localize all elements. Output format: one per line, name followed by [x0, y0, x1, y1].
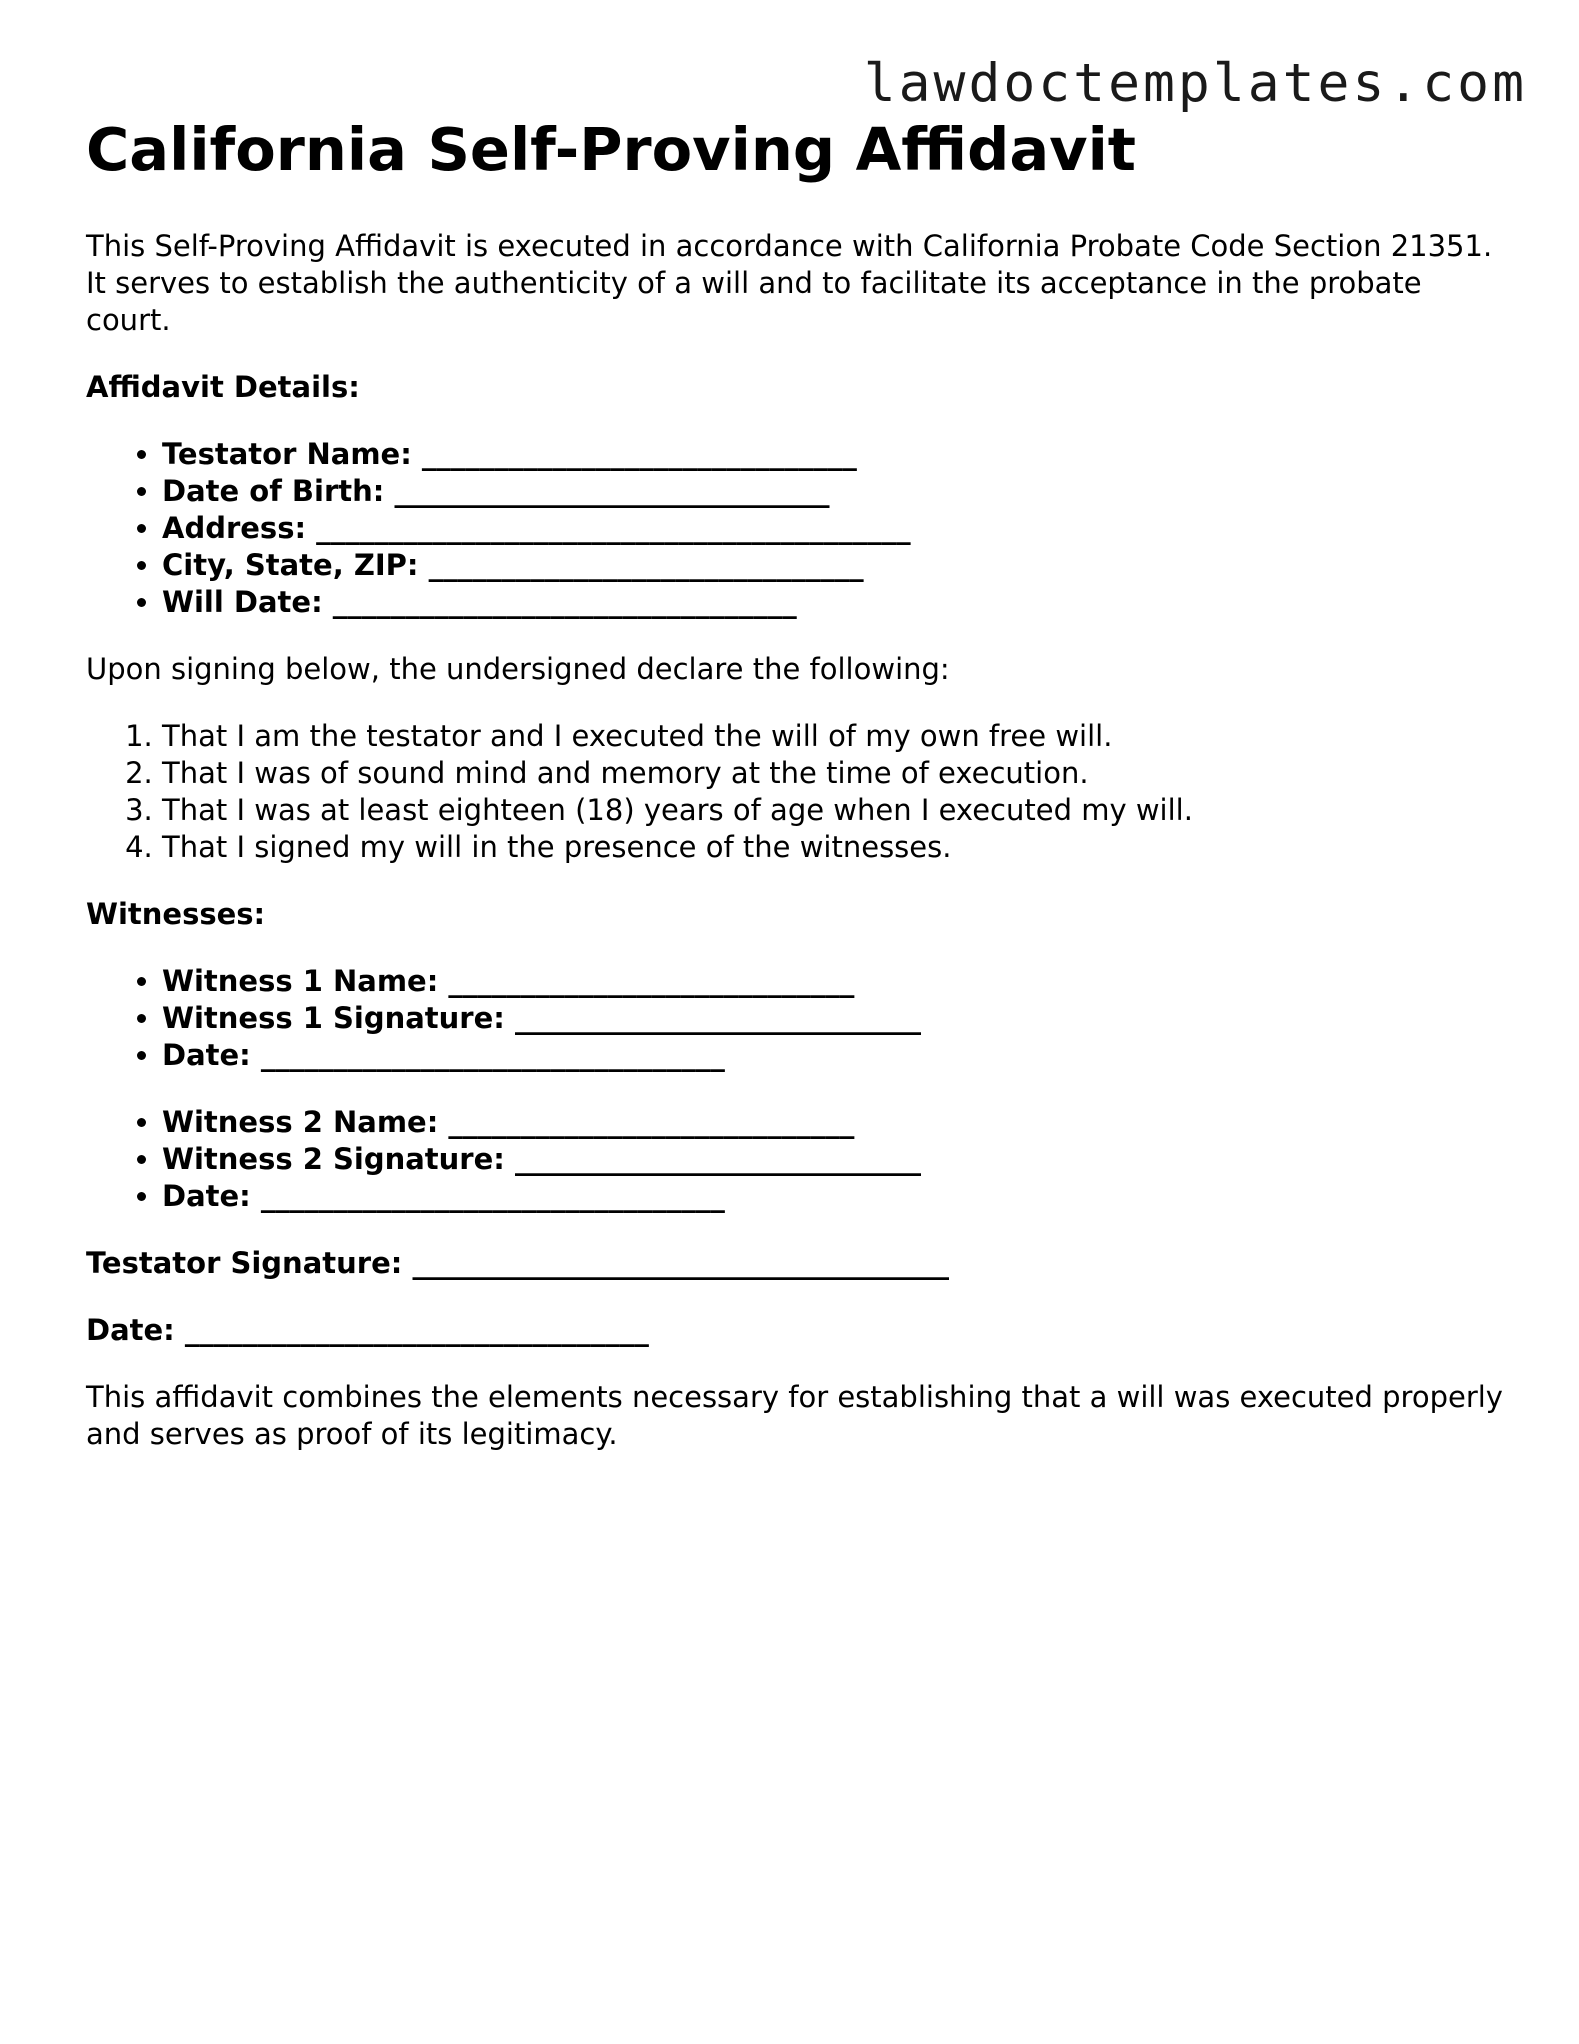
- document-page: [86, 112, 1506, 1453]
- page-title: California Self-Proving Affidavit: [86, 115, 1137, 184]
- declarations-list: [86, 718, 1506, 866]
- affidavit-details-heading: Affidavit Details:: [86, 370, 360, 404]
- witness-1-date-field: • Date: ________________________________: [162, 1037, 1506, 1074]
- will-date-field: • Will Date: ________________________________: [162, 584, 1506, 621]
- date-of-birth-field: • Date of Birth: ______________________________: [162, 473, 1506, 510]
- date-field: Date: ________________________________: [86, 1313, 649, 1347]
- witness-2-list: [86, 1104, 1506, 1215]
- affidavit-details-list: [86, 436, 1506, 621]
- watermark: lawdoctemplates.com: [863, 53, 1527, 114]
- witness-1-signature-field: • Witness 1 Signature: ____________________________: [162, 1000, 1506, 1037]
- witness-2-signature-field: • Witness 2 Signature: ____________________________: [162, 1141, 1506, 1178]
- witness-2-name-field: • Witness 2 Name: ____________________________: [162, 1104, 1506, 1141]
- intro-paragraph: This Self-Proving Affidavit is executed in accordance with California Probate Code Section 21351. It serves to establish the authenticity of a will and to facilitate its acceptance in the probate court.: [86, 229, 1493, 337]
- witnesses-heading: Witnesses:: [86, 897, 266, 931]
- city-state-zip-field: • City, State, ZIP: ______________________________: [162, 547, 1506, 584]
- declaration-intro: Upon signing below, the undersigned declare the following:: [86, 652, 950, 686]
- testator-signature-field: Testator Signature: _____________________________________: [86, 1246, 949, 1280]
- declaration-item: 1. That I am the testator and I executed the will of my own free will.: [162, 718, 1506, 755]
- address-field: • Address: _________________________________________: [162, 510, 1506, 547]
- witness-1-list: [86, 963, 1506, 1074]
- testator-name-field: • Testator Name: ______________________________: [162, 436, 1506, 473]
- witness-1-name-field: • Witness 1 Name: ____________________________: [162, 963, 1506, 1000]
- declaration-item: 4. That I signed my will in the presence of the witnesses.: [162, 829, 1506, 866]
- declaration-item: 2. That I was of sound mind and memory at the time of execution.: [162, 755, 1506, 792]
- witness-2-date-field: • Date: ________________________________: [162, 1178, 1506, 1215]
- declaration-item: 3. That I was at least eighteen (18) years of age when I executed my will.: [162, 792, 1506, 829]
- closing-paragraph: This affidavit combines the elements necessary for establishing that a will was executed properly and serves as proof of its legitimacy.: [86, 1380, 1503, 1451]
